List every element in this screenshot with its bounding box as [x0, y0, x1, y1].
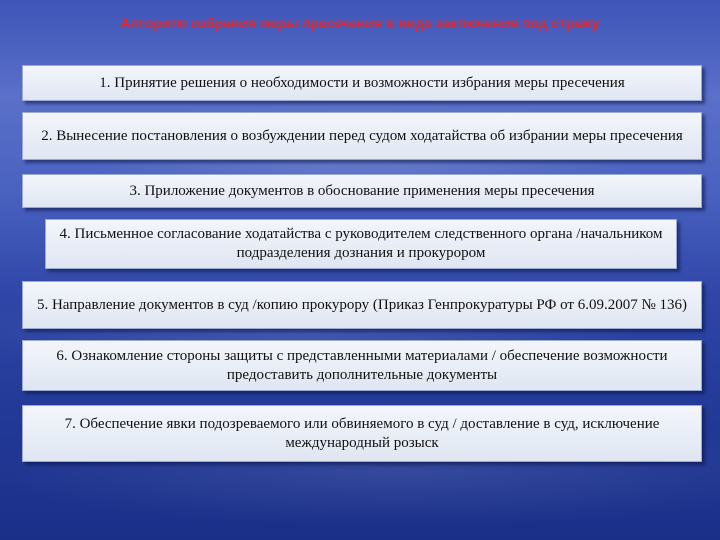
step-text-1: 1. Принятие решения о необходимости и возможности избрания меры пресечения [99, 74, 625, 91]
step-box-7 [22, 405, 702, 462]
step-box-6 [22, 340, 702, 391]
step-text-2: 2. Вынесение постановления о возбуждении перед судом ходатайства об избрании меры пресечения [41, 127, 683, 144]
step-text-5: 5. Направление документов в суд /копию прокурору (Приказ Генпрокуратуры РФ от 6.09.2007 № 136) [36, 296, 688, 313]
step-text-4: 4. Письменное согласование ходатайства с руководителем следственного органа /начальником подразделения дознания и прокурором [59, 226, 663, 261]
step-box-3 [22, 174, 702, 208]
step-text-7: 7. Обеспечение явки подозреваемого или обвиняемого в суд / доставление в суд, исключение международный розыск [64, 415, 660, 451]
step-box-5 [22, 281, 702, 329]
slide-title: Алгоритм избрания меры пресечения в виде заключения под стражу [120, 16, 600, 31]
step-text-3: 3. Приложение документов в обоснование применения меры пресечения [129, 182, 595, 199]
step-box-2 [22, 112, 702, 160]
step-box-4 [45, 219, 677, 269]
step-text-6: 6. Ознакомление стороны защиты с представленными материалами / обеспечение возможности предоставить дополнительные документы [56, 347, 668, 383]
step-box-1 [22, 65, 702, 101]
